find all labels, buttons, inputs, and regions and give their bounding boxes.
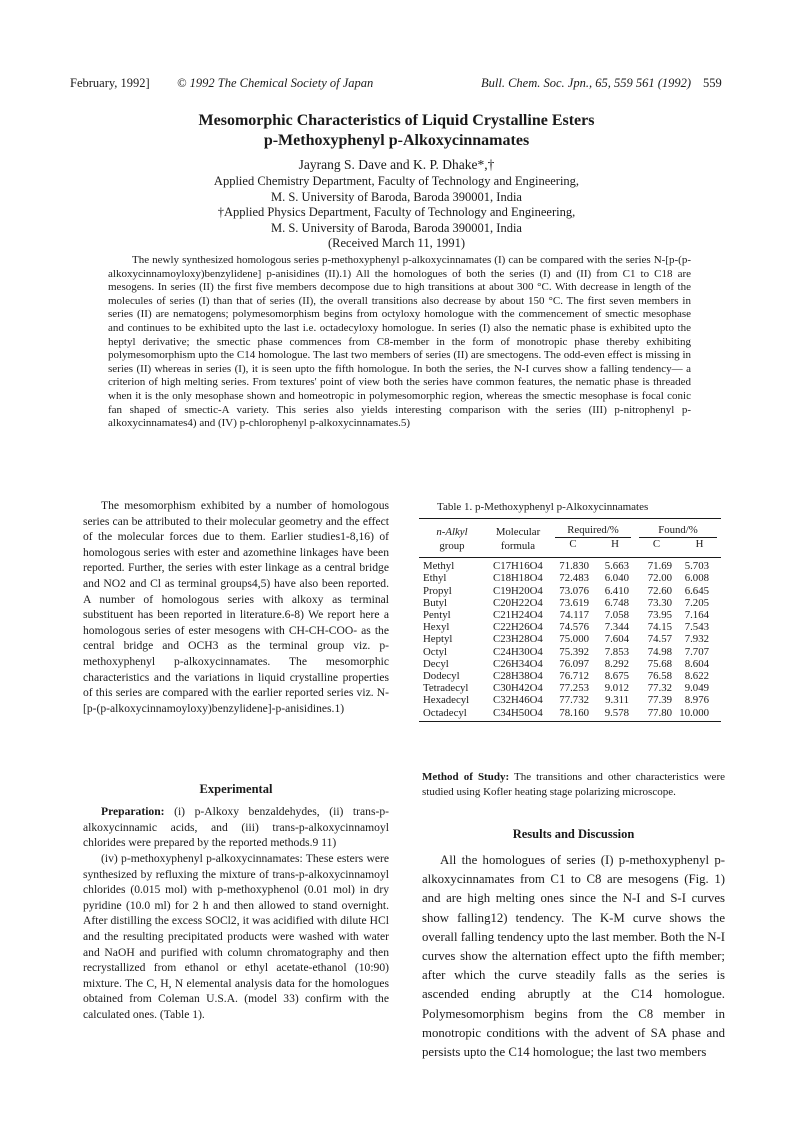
- abstract: The newly synthesized homologous series p-methoxyphenyl p-alkoxycinnamates (I) can be compared with the series N-[p-(p-alkoxycinnamoyloxy)benzylidene] p-anisidines (II).1) All the homologues of both the series (I) and (II) from C1 to C18 are mesogens. In series (II) the first five members decompose due to high transitions at about 300 °C. With decrease in length of the molecules of series (I) than that of series (II), the overall transitions also decrease by about 150 °C. The first seven members in series (II) are nematogens; polymesomorphism begins from octyloxy homologue with the commencement of smectic mesophase and continues to be exhibited upto the last i.e. octadecyloxy homologue. In series (I) also the nematic phase is exhibited upto the heptyl derivative; the smectic phase commences from C8-member in the form of monotropic phase thereby exhibiting polymesomorphism upto the C14 homologue. The last two members of series (II) are smectogens. The odd-even effect is missing in series (II) whereas in series (I), it is seen upto the fifth homologue. In both the series, the N-I curves show a falling tendency— a criterion of high melting series. From textures' point of view both the series have common features, the nematic phase is threaded when it is the only mesophase shown and homeotropic in polymesomorphic region, whereas the smectic mesophase is focal conic fan shaped of smectic-A variety. This series also yields interesting comparison with the series (III) p-nitrophenyl p-alkoxycinnamates4) and (IV) p-chlorophenyl p-alkoxycinnamates.5): [108, 254, 691, 430]
- col-header-group: group: [439, 540, 465, 552]
- received-date: (Received March 11, 1991): [328, 236, 465, 250]
- cell-molecular-formula: C28H38O4: [493, 670, 543, 683]
- cell-found-c: 77.32: [647, 682, 672, 695]
- title-line-2: p-Methoxyphenyl p-Alkoxycinnamates: [263, 132, 530, 149]
- cell-found-c: 72.60: [647, 584, 672, 597]
- preparation-paragraph: [83, 804, 389, 851]
- affiliation-line: †Applied Physics Department, Faculty of Technology and Engineering,: [217, 205, 576, 219]
- cell-found-h: 7.164: [684, 609, 709, 622]
- cell-alkyl-group: Pentyl: [423, 609, 451, 622]
- sub-header-c: C: [569, 538, 577, 551]
- cell-required-h: 5.663: [604, 560, 629, 573]
- cell-required-c: 73.076: [559, 584, 589, 597]
- table-top-rule: [419, 518, 721, 519]
- cell-found-c: 76.58: [647, 670, 672, 683]
- cell-required-c: 75.392: [559, 645, 589, 658]
- cell-required-h: 7.853: [604, 645, 629, 658]
- method-label: Method of Study:: [422, 771, 510, 783]
- cell-molecular-formula: C24H30O4: [493, 645, 543, 658]
- col-header-molecular: Molecular: [495, 526, 541, 538]
- cell-required-c: 77.732: [559, 694, 589, 707]
- cell-required-h: 9.578: [604, 706, 629, 719]
- cell-alkyl-group: Ethyl: [423, 572, 447, 585]
- cell-molecular-formula: C19H20O4: [493, 584, 543, 597]
- cell-required-h: 6.748: [604, 596, 629, 609]
- method-paragraph: [422, 770, 725, 799]
- preparation-label: Preparation:: [101, 805, 165, 818]
- table-row: [419, 658, 721, 670]
- sub-header-c: C: [652, 538, 661, 551]
- cell-found-c: 77.39: [647, 694, 672, 707]
- cell-found-c: 77.80: [647, 706, 672, 719]
- cell-molecular-formula: C26H34O4: [493, 657, 543, 670]
- cell-required-h: 7.344: [604, 621, 629, 634]
- cell-found-c: 71.69: [647, 560, 672, 573]
- cell-molecular-formula: C32H46O4: [493, 694, 543, 707]
- cell-alkyl-group: Butyl: [423, 596, 447, 609]
- cell-required-c: 72.483: [559, 572, 589, 585]
- cell-molecular-formula: C21H24O4: [493, 609, 543, 622]
- table-row: [419, 572, 721, 584]
- cell-molecular-formula: C20H22O4: [493, 596, 543, 609]
- cell-required-c: 74.117: [559, 609, 589, 622]
- col-header-found: Found/%: [658, 524, 698, 536]
- header-citation: Bull. Chem. Soc. Jpn., 65, 559 561 (1992): [481, 76, 692, 90]
- affiliation-line: M. S. University of Baroda, Baroda 390001, India: [270, 220, 522, 235]
- title-line-1: Mesomorphic Characteristics of Liquid Crystalline Esters: [198, 112, 595, 129]
- col-header-alkyl: n-Alkyl: [436, 526, 468, 538]
- cell-alkyl-group: Dodecyl: [423, 670, 460, 683]
- cell-found-h: 10.000: [679, 706, 709, 719]
- affiliations: [0, 174, 793, 252]
- synthesis-paragraph: (iv) p-methoxyphenyl p-alkoxycinnamates: These esters were synthesized by refluxing the mixture of trans-p-alkoxycinnamoyl chlorides (0.015 mol) with p-methoxyphenol (0.01 mol) in dry pyridine (10.0 ml) for 2 h and then allowed to stand overnight. After distilling the excess SOCl2, it was acidified with dilute HCl and the resulting precipitated products were washed with water and NaOH and purified with column chromatography and then recrystallized from ethanol or ethyl acetate-ethanol (10:90) mixture. The C, H, N elemental analysis data for the homologues obtained from Coleman U.S.A. (model 33) confirm with the calculated ones. (Table 1).: [83, 852, 389, 1021]
- cell-alkyl-group: Tetradecyl: [423, 682, 469, 695]
- cell-found-h: 7.205: [684, 596, 709, 609]
- cell-found-h: 6.008: [684, 572, 709, 585]
- cell-required-c: 71.830: [559, 560, 589, 573]
- cell-found-c: 74.57: [647, 633, 672, 646]
- cell-found-c: 74.15: [647, 621, 672, 634]
- cell-molecular-formula: C22H26O4: [493, 621, 543, 634]
- cell-required-c: 75.000: [559, 633, 589, 646]
- table-header-rule: [419, 557, 721, 558]
- cell-molecular-formula: C18H18O4: [493, 572, 543, 585]
- table-row: [419, 646, 721, 658]
- table-row: [419, 597, 721, 609]
- cell-molecular-formula: C34H50O4: [493, 706, 543, 719]
- table-row: [419, 707, 721, 719]
- cell-required-h: 9.311: [605, 694, 629, 707]
- cell-required-c: 74.576: [559, 621, 589, 634]
- cell-alkyl-group: Methyl: [423, 560, 455, 573]
- cell-alkyl-group: Octyl: [423, 645, 447, 658]
- cell-found-h: 8.604: [684, 657, 709, 670]
- table-body: [419, 560, 721, 719]
- introduction-text: The mesomorphism exhibited by a number of homologous series can be attributed to their molecular geometry and the effect of the molecular forces due to them. Earlier studies1-8,16) of homologous series with ester and azomethine linkages have been reported. Further, the series with ester linkage as a central bridge and NO2 and Cl as terminal groups4,5) have also been reported. A number of homologous series with alkoxy as terminal substituent has been reported in literature.6-8) We report here a homologous series of ester mesogens with CH-CH-COO- as the central bridge and OCH3 as the terminal group viz. p-methoxyphenyl p-alkoxycinnamates. The mesomorphic characteristics and the variations in liquid crystalline properties of this series are compared with the earlier reported series viz. N-[p-(p-alkoxycinnamoyloxy)benzylidene]-p-anisidines.1): [83, 499, 389, 715]
- table-row: [419, 609, 721, 621]
- cell-alkyl-group: Heptyl: [423, 633, 453, 646]
- cell-required-c: 77.253: [559, 682, 589, 695]
- cell-alkyl-group: Hexadecyl: [423, 694, 470, 707]
- col-header-formula: formula: [500, 540, 536, 552]
- affiliation-line: Applied Chemistry Department, Faculty of Technology and Engineering,: [213, 174, 580, 188]
- cell-required-h: 6.040: [604, 572, 629, 585]
- table-row: [419, 670, 721, 682]
- cell-found-c: 73.30: [647, 596, 672, 609]
- authors: Jayrang S. Dave and K. P. Dhake*,†: [298, 157, 495, 172]
- table-row: [419, 560, 721, 572]
- cell-found-c: 74.98: [647, 645, 672, 658]
- header-page-number: 559: [703, 76, 722, 90]
- cell-required-h: 8.675: [604, 670, 629, 683]
- cell-required-h: 7.604: [604, 633, 629, 646]
- cell-molecular-formula: C17H16O4: [493, 560, 543, 573]
- cell-found-c: 73.95: [647, 609, 672, 622]
- table-1: [419, 518, 721, 722]
- cell-found-h: 6.645: [684, 584, 709, 597]
- cell-required-h: 6.410: [604, 584, 629, 597]
- cell-required-c: 76.712: [559, 670, 589, 683]
- preparation-text: (i) p-Alkoxy benzaldehydes, (ii) trans-p-alkoxycinnamic acids, and (iii) trans-p-alkoxycinnamoyl chlorides were prepared by the reported methods.9 11): [83, 805, 389, 850]
- cell-found-h: 7.932: [684, 633, 709, 646]
- sub-header-h: H: [611, 538, 619, 551]
- cell-required-h: 9.012: [604, 682, 629, 695]
- affiliation-line: M. S. University of Baroda, Baroda 390001, India: [270, 189, 522, 204]
- cell-alkyl-group: Propyl: [423, 584, 452, 597]
- table-row: [419, 621, 721, 633]
- cell-alkyl-group: Octadecyl: [423, 706, 467, 719]
- cell-required-c: 76.097: [559, 657, 589, 670]
- results-heading: Results and Discussion: [512, 827, 635, 841]
- cell-found-h: 8.976: [684, 694, 709, 707]
- table-caption: Table 1. p-Methoxyphenyl p-Alkoxycinnamates: [437, 501, 649, 513]
- cell-alkyl-group: Decyl: [423, 657, 449, 670]
- cell-alkyl-group: Hexyl: [423, 621, 450, 634]
- cell-found-h: 9.049: [684, 682, 709, 695]
- cell-found-h: 8.622: [684, 670, 709, 683]
- table-row: [419, 682, 721, 694]
- header-date: February, 1992]: [70, 76, 150, 90]
- table-row: [419, 694, 721, 706]
- method-text: The transitions and other characteristics were studied using Kofler heating stage polarizing microscope.: [422, 771, 725, 798]
- cell-required-c: 73.619: [559, 596, 589, 609]
- experimental-heading: Experimental: [199, 782, 273, 796]
- table-row: [419, 585, 721, 597]
- cell-found-h: 7.543: [684, 621, 709, 634]
- table-row: [419, 633, 721, 645]
- cell-found-h: 7.707: [684, 645, 709, 658]
- col-header-required: Required/%: [567, 524, 619, 536]
- cell-molecular-formula: C23H28O4: [493, 633, 543, 646]
- cell-required-c: 78.160: [559, 706, 589, 719]
- cell-molecular-formula: C30H42O4: [493, 682, 543, 695]
- cell-found-c: 75.68: [647, 657, 672, 670]
- cell-required-h: 8.292: [604, 657, 629, 670]
- cell-required-h: 7.058: [604, 609, 629, 622]
- table-bottom-rule: [419, 721, 721, 722]
- cell-found-c: 72.00: [647, 572, 672, 585]
- sub-header-h: H: [695, 538, 704, 551]
- results-text: All the homologues of series (I) p-methoxyphenyl p-alkoxycinnamates from C1 to C8 are mesogens (Fig. 1) and are high melting ones since the N-I and S-I curves show falling12) tendency. The K-M curve shows the overall falling tendency upto the last member. Both the N-I curves show the alternation effect upto the fifth member; after which the curve steadily falls as the series is ascended ending abruptly at the C14 homologue. Polymesomorphism begins from the C8 member in monotropic conditions with the advent of SA phase and persists upto the C14 homologue; the last two members: [422, 853, 725, 1060]
- cell-found-h: 5.703: [684, 560, 709, 573]
- header-copyright: © 1992 The Chemical Society of Japan: [177, 76, 374, 90]
